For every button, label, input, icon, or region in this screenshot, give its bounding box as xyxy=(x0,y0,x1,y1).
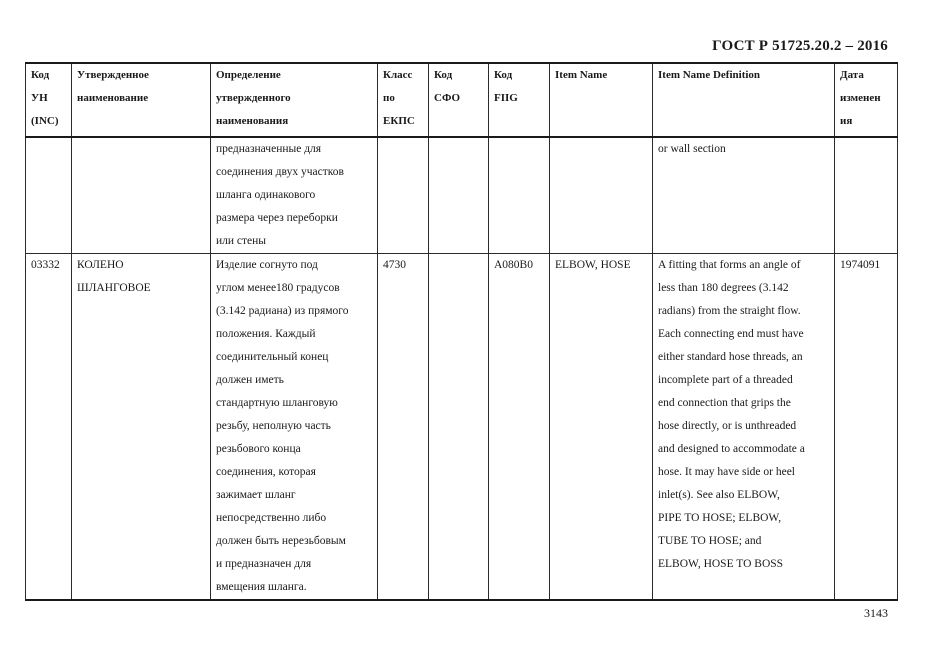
text-line: соединения, которая xyxy=(216,466,316,478)
text-line: наименование xyxy=(77,92,149,104)
text-line: соединения двух участков xyxy=(216,166,344,178)
text-line: ШЛАНГОВОЕ xyxy=(77,282,151,294)
text-line: ия xyxy=(840,115,853,127)
text-line: наименования xyxy=(216,115,289,127)
text-line: Item Name Definition xyxy=(658,69,761,81)
text-line: утвержденного xyxy=(216,92,291,104)
cell-item-name-definition xyxy=(653,254,835,601)
text-line: и предназначен для xyxy=(216,558,312,570)
text-line: hose. It may have side or heel xyxy=(658,466,795,478)
text-line: ELBOW, HOSE TO BOSS xyxy=(658,558,784,570)
text-line: Код xyxy=(31,69,50,81)
cell-item-name xyxy=(550,137,653,254)
header-item-name xyxy=(550,63,653,137)
document-standard-header: ГОСТ Р 51725.20.2 – 2016 xyxy=(712,38,888,54)
text-line: end connection that grips the xyxy=(658,397,791,409)
cell-definition xyxy=(211,254,378,601)
cell-sfo-code xyxy=(429,254,489,601)
cell-ekps-class: 4730 xyxy=(378,254,429,601)
cell-definition xyxy=(211,137,378,254)
header-fiig-code xyxy=(489,63,550,137)
text-line: положения. Каждый xyxy=(216,328,316,340)
text-line: Утвержденное xyxy=(77,69,149,81)
text-line: изменен xyxy=(840,92,881,104)
text-line: УН xyxy=(31,92,48,104)
text-line: and designed to accommodate a xyxy=(658,443,805,455)
text-line: either standard hose threads, an xyxy=(658,351,803,363)
header-approved-name xyxy=(72,63,211,137)
text-line: ЕКПС xyxy=(383,115,415,127)
table-row-continuation xyxy=(26,137,898,254)
text-line: Определение xyxy=(216,69,281,81)
text-line: hose directly, or is unthreaded xyxy=(658,420,797,432)
text-line: или стены xyxy=(216,235,267,247)
text-line: по xyxy=(383,92,395,104)
text-line: СФО xyxy=(434,92,461,104)
text-line: углом менее180 градусов xyxy=(216,282,340,294)
text-line: Класс xyxy=(383,69,413,81)
text-line: Item Name xyxy=(555,69,608,81)
table-row xyxy=(26,254,898,601)
cell-fiig-code xyxy=(489,137,550,254)
header-item-name-definition xyxy=(653,63,835,137)
text-line: incomplete part of a threaded xyxy=(658,374,793,386)
text-line: резьбового конца xyxy=(216,443,301,455)
text-line: шланга одинакового xyxy=(216,189,316,201)
text-line: Each connecting end must have xyxy=(658,328,804,340)
text-line: Код xyxy=(494,69,513,81)
cell-approved-name xyxy=(72,137,211,254)
page-number: 3143 xyxy=(864,606,888,620)
text-line: Код xyxy=(434,69,453,81)
header-change-date xyxy=(835,63,898,137)
text-line: вмещения шланга. xyxy=(216,581,307,593)
text-line: соединительный конец xyxy=(216,351,329,363)
cell-fiig-code: A080B0 xyxy=(489,254,550,601)
text-line: должен иметь xyxy=(216,374,284,386)
cell-change-date xyxy=(835,137,898,254)
text-line: непосредственно либо xyxy=(216,512,327,524)
text-line: A fitting that forms an angle of xyxy=(658,259,801,271)
cell-inc xyxy=(26,137,72,254)
cell-change-date: 1974091 xyxy=(835,254,898,601)
cell-sfo-code xyxy=(429,137,489,254)
text-line: Дата xyxy=(840,69,864,81)
text-line: radians) from the straight flow. xyxy=(658,305,801,317)
text-line: TUBE TO HOSE; and xyxy=(658,535,762,547)
catalog-table xyxy=(25,62,898,601)
text-line: PIPE TO HOSE; ELBOW, xyxy=(658,512,782,524)
cell-ekps-class xyxy=(378,137,429,254)
text-line: Изделие согнуто под xyxy=(216,259,318,271)
cell-inc: 03332 xyxy=(26,254,72,601)
header-sfo-code xyxy=(429,63,489,137)
cell-approved-name xyxy=(72,254,211,601)
text-line: inlet(s). See also ELBOW, xyxy=(658,489,780,501)
cell-item-name-definition xyxy=(653,137,835,254)
text-line: КОЛЕНО xyxy=(77,259,124,271)
text-line: or wall section xyxy=(658,143,726,155)
header-definition xyxy=(211,63,378,137)
header-inc xyxy=(26,63,72,137)
text-line: FIIG xyxy=(494,92,518,104)
table-header-row xyxy=(26,63,898,137)
text-line: размера через переборки xyxy=(216,212,338,224)
text-line: предназначенные для xyxy=(216,143,322,155)
text-line: зажимает шланг xyxy=(216,489,296,501)
text-line: должен быть нерезьбовым xyxy=(216,535,346,547)
header-ekps-class xyxy=(378,63,429,137)
text-line: (3.142 радиана) из прямого xyxy=(216,305,349,317)
text-line: less than 180 degrees (3.142 xyxy=(658,282,789,294)
cell-item-name: ELBOW, HOSE xyxy=(550,254,653,601)
text-line: стандартную шланговую xyxy=(216,397,338,409)
text-line: резьбу, неполную часть xyxy=(216,420,331,432)
text-line: (INC) xyxy=(31,115,59,127)
